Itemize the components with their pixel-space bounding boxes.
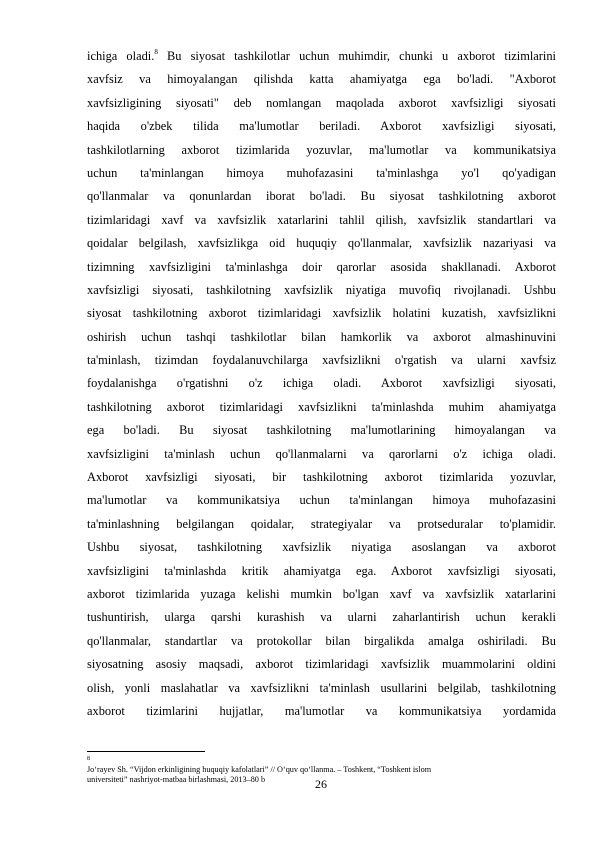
- body-line: tizimlaridagi xavf va xavfsizlik xatarlarini tahlil qilish, xavfsizlik standartlari va: [87, 212, 556, 227]
- body-line: Axborot xavfsizligi siyosati, bir tashkilotning axborot tizimlarida yozuvlar,: [87, 470, 556, 485]
- page-number: 26: [315, 777, 327, 791]
- footnote-marker: 8: [87, 756, 90, 762]
- footnote-reference[interactable]: 8: [154, 48, 158, 56]
- body-line: qo'llanmalar va qonunlardan iborat bo'ladi. Bu siyosat tashkilotning axborot: [87, 189, 556, 204]
- body-text: [87, 45, 556, 723]
- body-line: siyosatning asosiy maqsadi, axborot tizimlaridagi xavfsizlik muammolarini oldini: [87, 657, 556, 672]
- footnote-line: [87, 754, 556, 775]
- body-line: tashkilotlarning axborot tizimlarida yozuvlar, ma'lumotlar va kommunikatsiya: [87, 142, 556, 157]
- body-line: tizimning xavfsizligini ta'minlashga doir qarorlar asosida shakllanadi. Axborot: [87, 259, 556, 274]
- body-line: qo'llanmalar, standartlar va protokollar bilan birgalikda amalga oshiriladi. Bu: [87, 633, 556, 648]
- footnote-text: Jo‘rayev Sh. “Vijdon erkinligining huquqiy kafolatlari” // O‘quv qo‘llanma. – Toshkent, “Toshkent islom: [87, 764, 432, 774]
- body-line: axborot tizimlarini hujjatlar, ma'lumotlar va kommunikatsiya yordamida: [87, 703, 556, 718]
- body-line: [87, 45, 556, 68]
- footnote-separator: [87, 751, 205, 752]
- body-line: siyosat tashkilotning axborot tizimlaridagi xavfsizlik holatini kuzatish, xavfsizlikni: [87, 306, 556, 321]
- body-line: ma'lumotlar va kommunikatsiya uchun ta'minlangan himoya muhofazasini: [87, 493, 556, 508]
- body-line: uchun ta'minlangan himoya muhofazasini ta'minlashga yo'l qo'yadigan: [87, 165, 556, 180]
- body-line: ta'minlashning belgilangan qoidalar, strategiyalar va protseduralar to'plamidir.: [87, 516, 556, 531]
- body-line: qoidalar belgilash, xavfsizlikga oid huquqiy qo'llanmalar, xavfsizlik nazariyasi va: [87, 236, 556, 251]
- body-line-rest: Bu siyosat tashkilotlar uchun muhimdir, chunki u axborot tizimlarini: [157, 49, 557, 63]
- body-line-start: ichiga oladi.: [87, 49, 155, 63]
- body-line: tashkilotning axborot tizimlaridagi xavfsizlikni ta'minlashda muhim ahamiyatga: [87, 399, 556, 414]
- body-line: ega bo'ladi. Bu siyosat tashkilotning ma'lumotlarining himoyalangan va: [87, 423, 556, 438]
- body-line: xavfsizligini ta'minlash uchun qo'llanmalarni va qarorlarni o'z ichiga oladi.: [87, 446, 556, 461]
- body-line: foydalanishga o'rgatishni o'z ichiga oladi. Axborot xavfsizligi siyosati,: [87, 376, 556, 391]
- body-line: ta'minlash, tizimdan foydalanuvchilarga xavfsizlikni o'rgatish va ularni xavfsiz: [87, 353, 556, 368]
- body-line: oshirish uchun tashqi tashkilotlar bilan hamkorlik va axborot almashinuvini: [87, 329, 556, 344]
- body-line: xavfsizligini ta'minlashda kritik ahamiyatga ega. Axborot xavfsizligi siyosati,: [87, 563, 556, 578]
- body-line: xavfsizligining siyosati" deb nomlangan maqolada axborot xavfsizligi siyosati: [87, 95, 556, 110]
- body-line: axborot tizimlarida yuzaga kelishi mumkin bo'lgan xavf va xavfsizlik xatarlarini: [87, 586, 556, 601]
- body-line: haqida o'zbek tilida ma'lumotlar beriladi. Axborot xavfsizligi siyosati,: [87, 119, 556, 134]
- body-line: olish, yonli maslahatlar va xavfsizlikni ta'minlash usullarini belgilab, tashkilotning: [87, 680, 556, 695]
- body-line: Ushbu siyosat, tashkilotning xavfsizlik niyatiga asoslangan va axborot: [87, 540, 556, 555]
- body-line: tushuntirish, ularga qarshi kurashish va ularni zaharlantirish uchun kerakli: [87, 610, 556, 625]
- body-line: xavfsiz va himoyalangan qilishda katta ahamiyatga ega bo'ladi. "Axborot: [87, 72, 556, 87]
- footnote-line: universiteti” nashriyot-matbaa birlashmasi, 2013–80 b: [87, 775, 266, 785]
- body-line: xavfsizligi siyosati, tashkilotning xavfsizlik niyatiga muvofiq rivojlanadi. Ushbu: [87, 282, 556, 297]
